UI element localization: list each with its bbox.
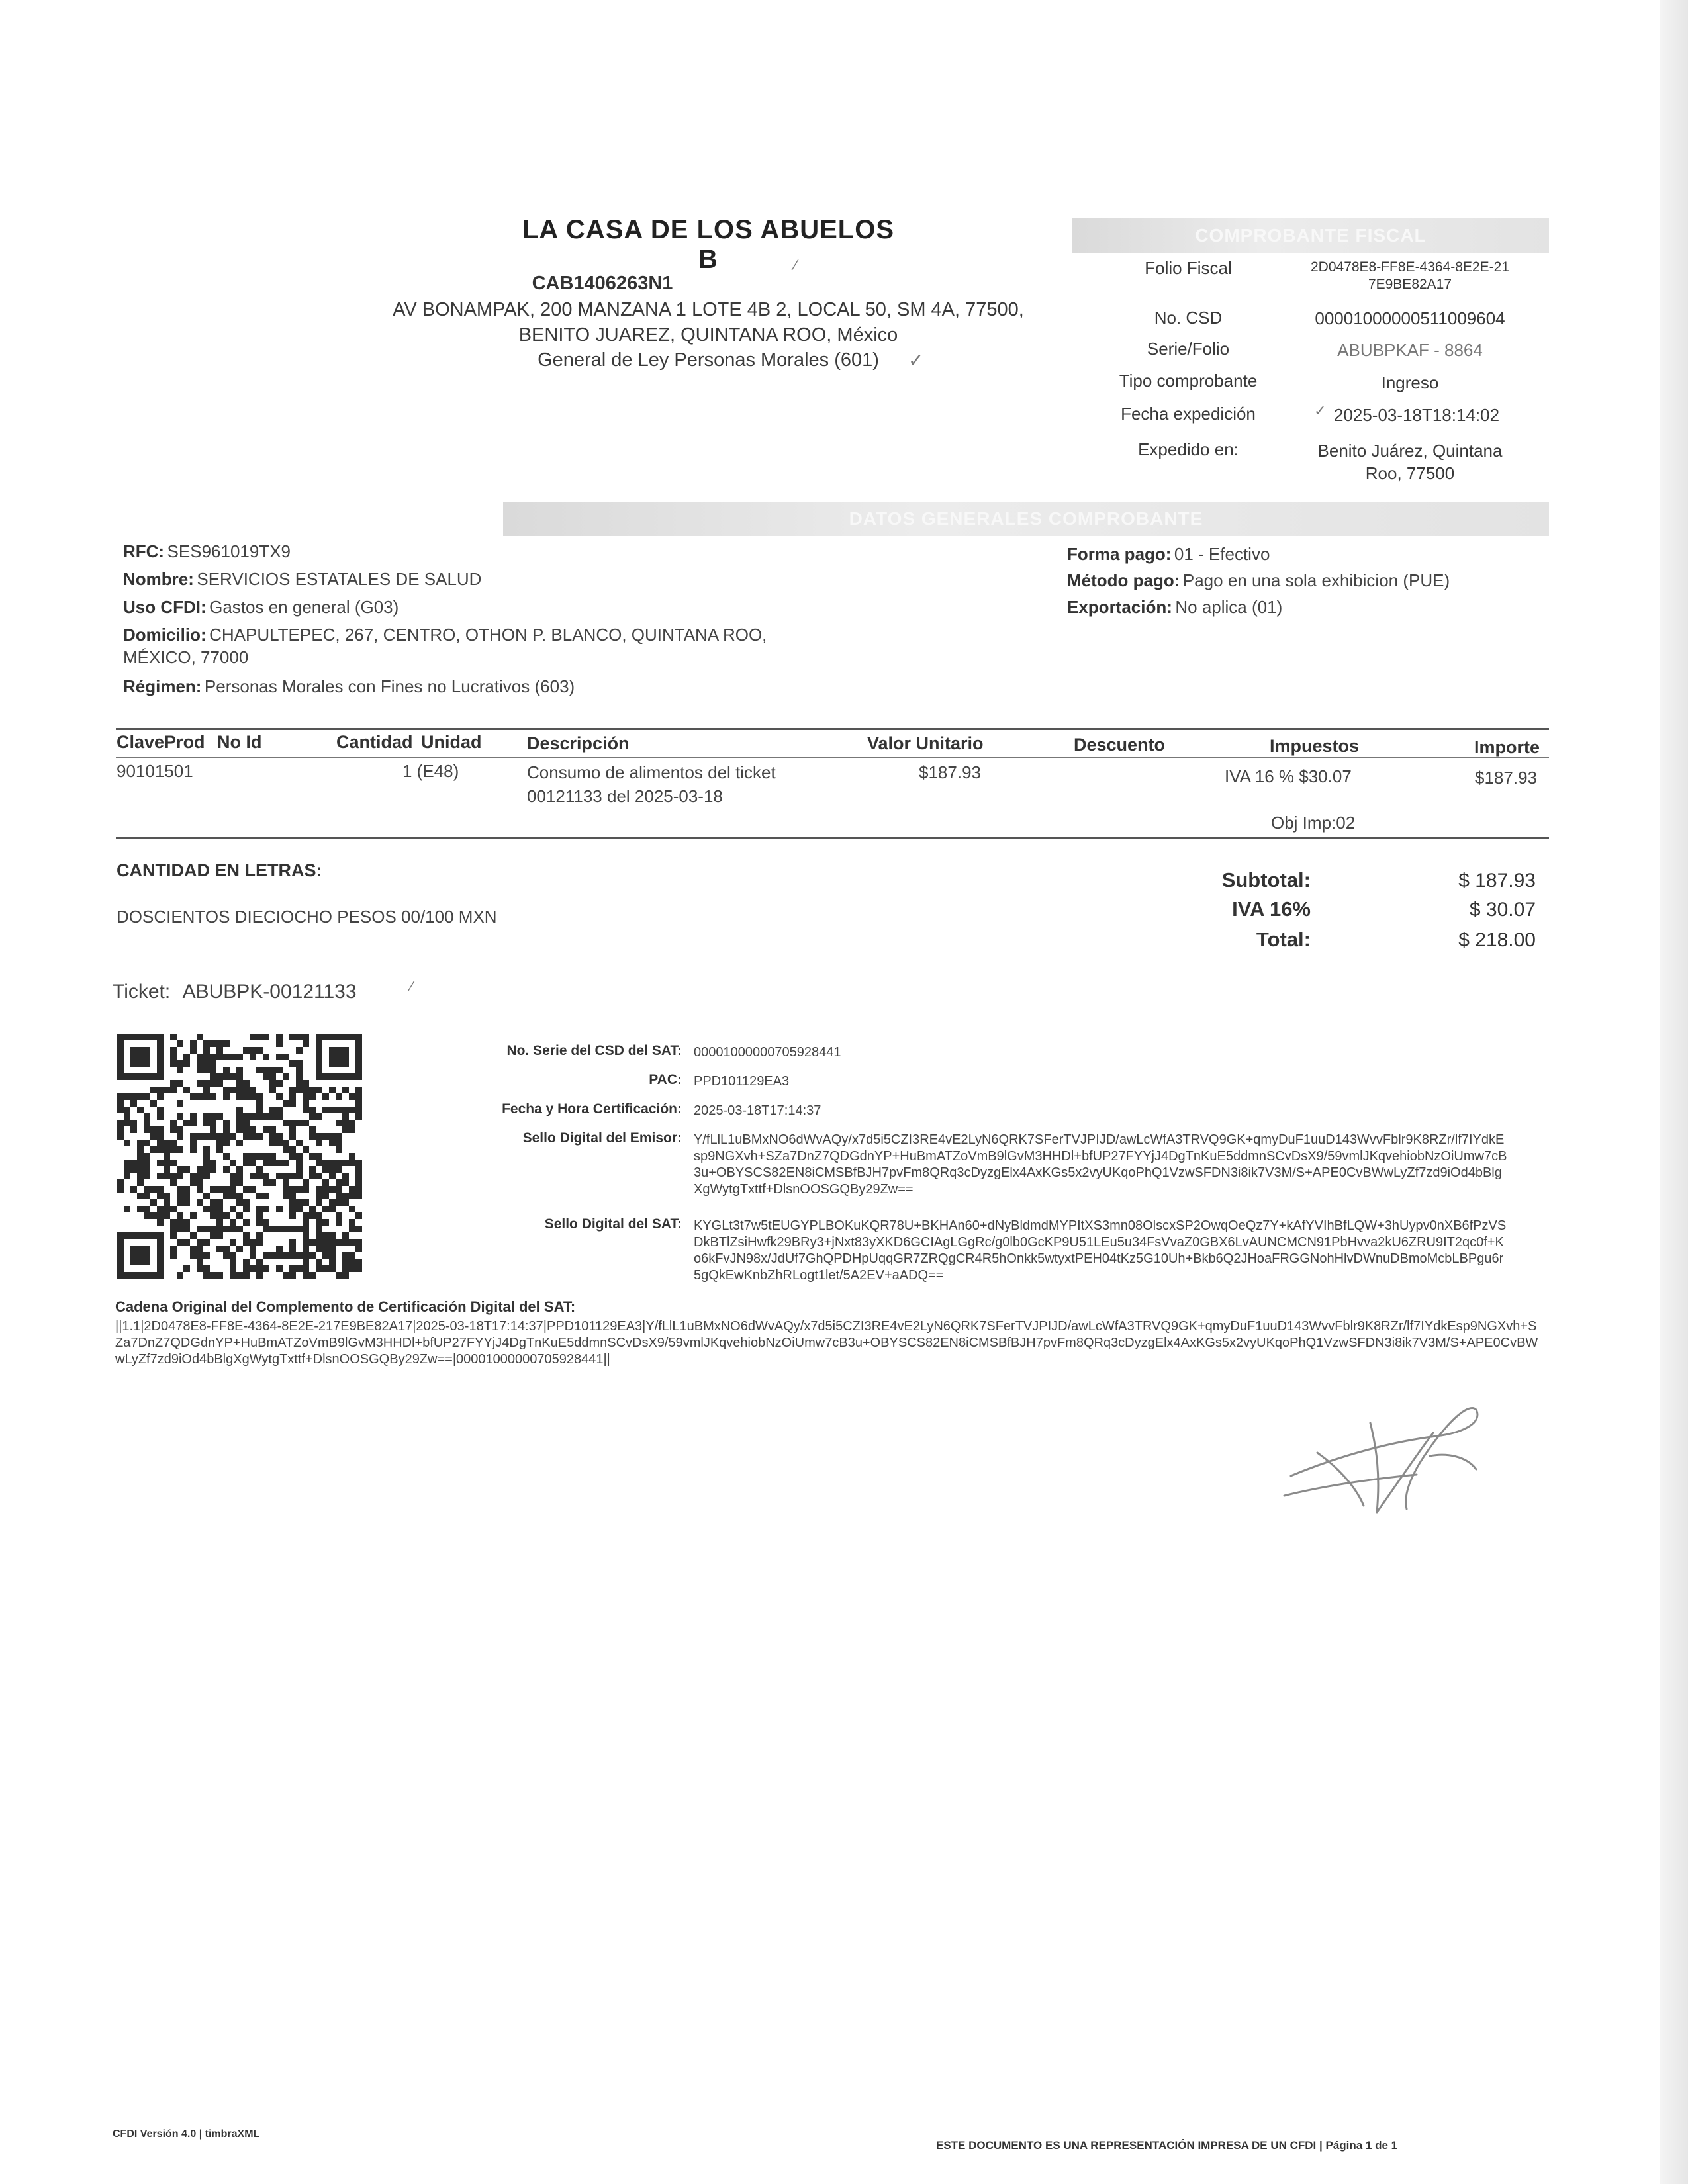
fecha-expedicion-label: Fecha expedición	[1121, 404, 1256, 424]
issuer-address-line2: BENITO JUAREZ, QUINTANA ROO, México	[518, 324, 898, 345]
csd-sat-value: 00001000000705928441	[694, 1045, 841, 1060]
letras-label: CANTIDAD EN LETRAS:	[117, 860, 322, 880]
sello-emisor-label: Sello Digital del Emisor:	[522, 1130, 682, 1146]
rfc-label: RFC:	[123, 541, 165, 561]
item-descripcion-2: 00121133 del 2025-03-18	[527, 786, 723, 806]
serie-folio-label: Serie/Folio	[1147, 339, 1230, 359]
sello-sat-value: KYGLt3t7w5tEUGYPLBOKuKQR78U+BKHAn60+dNyBldmdMYPItXS3mn08OlscxSP2OwqOeQz7Y+kAfYVIhBfLQW+3hUypv0nXB6fPzVSDkBTlZsiHwfk29BRy3+jNxt83yXKD6GCIAgLGgRc/g0lb0GcKP9U51LEu5u34FsVvaZ0GBX6LvAUNCMCN91PbHvva2kU6ZRU9IT2qc0f+Ko6kFvJN98x/JdUf7GhQPDHpUqqGR7ZRQgCR4R5hOnkk5wtyxtPEH04tKz5G10Uh+Bkb6Q2JHoaFRGGNohHlvDWnuDBmoMcbLBPgu6r5gQkEwKnbZhRLogt1let/5A2EV+aADQ==	[694, 1218, 1507, 1283]
issuer-regime: General de Ley Personas Morales (601)	[538, 349, 879, 371]
handwritten-signature	[1278, 1396, 1496, 1522]
nombre-value: SERVICIOS ESTATALES DE SALUD	[197, 569, 482, 589]
folio-fiscal-value-1: 2D0478E8-FF8E-4364-8E2E-21	[1310, 259, 1509, 275]
expedido-en-value-1: Benito Juárez, Quintana	[1317, 441, 1503, 461]
domicilio-label: Domicilio:	[123, 625, 207, 645]
sello-sat-label: Sello Digital del SAT:	[544, 1216, 682, 1232]
letras-value: DOSCIENTOS DIECIOCHO PESOS 00/100 MXN	[117, 907, 497, 927]
ticket-label: Ticket:	[113, 981, 171, 1003]
folio-fiscal-label: Folio Fiscal	[1145, 258, 1232, 278]
col-header-unidad: Unidad	[421, 732, 482, 752]
footer-right: ESTE DOCUMENTO ES UNA REPRESENTACIÓN IMPRESA DE UN CFDI | Página 1 de 1	[936, 2139, 1398, 2152]
iva-value: $ 30.07	[1469, 899, 1536, 921]
exportacion-value: No aplica (01)	[1175, 597, 1283, 617]
sat-qr-code	[114, 1034, 372, 1285]
check-mark-icon: ✓	[908, 350, 924, 371]
col-header-impuestos: Impuestos	[1270, 736, 1360, 756]
payment-block	[1067, 544, 1530, 617]
issuer-rfc: CAB1406263N1	[532, 273, 673, 294]
col-header-descripcion: Descripción	[527, 733, 630, 753]
col-header-valor-unitario: Valor Unitario	[867, 733, 984, 753]
table-top-rule	[116, 728, 1549, 730]
fiscal-header-label: COMPROBANTE FISCAL	[1195, 225, 1427, 246]
issuer-address-line1: AV BONAMPAK, 200 MANZANA 1 LOTE 4B 2, LOCAL 50, SM 4A, 77500,	[393, 299, 1024, 320]
ticket-line	[113, 981, 357, 1003]
cadena-value: ||1.1|2D0478E8-FF8E-4364-8E2E-217E9BE82A17|2025-03-18T17:14:37|PPD101129EA3|Y/fLlL1uBMxNO6dWvAQy/x7d5i5CZI3RE4vE2LyN6QRK7SFerTVJPIJD/awLcWfA3TRVQ9GK+qmyDuF1uuD143WvvFblr9K8RZr/lf7IYdkEsp9NGXvh+SZa7DnZ7QDGdnYP+HuBmATZoVmB9lGvM3HHDl+bfUP27FYYjJ4DgTnKuE5ddmnSCvDsX9/59vmlJKqvehiobNzOiUmw7cB3u+OBYSCS82EN8iCMSBfBJH7pvFm8QRq3cDyzgElx4AxKGs5x2vyUKqoPhQ1VzwSFDN3i8ik7V3M/S+APE0CvBWwLyZf7zd9iOd4bBlgXgWytgTxttf+DlsnOOSGQBy29Zw==|00001000000705928441||	[115, 1319, 1538, 1367]
item-importe: $187.93	[1475, 768, 1537, 788]
regimen-value: Personas Morales con Fines no Lucrativos (603)	[204, 676, 575, 696]
receptor-block	[123, 541, 878, 697]
fecha-cert-label: Fecha y Hora Certificación:	[502, 1101, 682, 1116]
serie-folio-value: ABUBPKAF - 8864	[1337, 340, 1483, 360]
csd-sat-label: No. Serie del CSD del SAT:	[506, 1043, 682, 1058]
item-cantidad-unidad: 1 (E48)	[402, 761, 459, 781]
item-impuestos: IVA 16 % $30.07	[1225, 766, 1352, 786]
pac-label: PAC:	[649, 1072, 682, 1087]
ticket-value: ABUBPK-00121133	[182, 981, 357, 1003]
pen-tick-mark: ⁄	[410, 978, 413, 995]
table-header-rule	[116, 757, 1549, 758]
subtotal-value: $ 187.93	[1458, 870, 1536, 891]
item-obj-imp: Obj Imp:02	[1271, 813, 1356, 833]
domicilio-value-1: CHAPULTEPEC, 267, CENTRO, OTHON P. BLANCO, QUINTANA ROO,	[209, 625, 767, 645]
regimen-label: Régimen:	[123, 676, 202, 696]
cadena-label: Cadena Original del Complemento de Certificación Digital del SAT:	[115, 1298, 576, 1315]
col-header-clave: ClaveProd	[117, 732, 205, 752]
forma-pago-value: 01 - Efectivo	[1174, 544, 1270, 564]
table-bottom-rule	[116, 837, 1549, 839]
nombre-label: Nombre:	[123, 569, 194, 589]
check-mark-icon: ✓	[1314, 402, 1327, 419]
pen-tick-mark: ⁄	[794, 257, 797, 273]
footer-left: CFDI Versión 4.0 | timbraXML	[113, 2128, 260, 2140]
general-header-label: DATOS GENERALES COMPROBANTE	[849, 508, 1203, 529]
col-header-descuento: Descuento	[1074, 735, 1166, 754]
total-label: Total:	[1256, 928, 1311, 951]
item-valor-unitario: $187.93	[919, 762, 981, 782]
tipo-comprobante-label: Tipo comprobante	[1119, 371, 1258, 390]
metodo-pago-label: Método pago:	[1067, 570, 1180, 590]
issuer-name: LA CASA DE LOS ABUELOS B	[522, 215, 895, 274]
general-header-bar	[503, 502, 1549, 536]
total-value: $ 218.00	[1458, 929, 1536, 951]
uso-cfdi-value: Gastos en general (G03)	[209, 597, 399, 617]
metodo-pago-value: Pago en una sola exhibicion (PUE)	[1182, 570, 1450, 590]
col-header-importe: Importe	[1474, 737, 1540, 757]
exportacion-label: Exportación:	[1067, 597, 1172, 617]
item-descripcion-1: Consumo de alimentos del ticket	[527, 762, 776, 782]
scan-edge-shadow	[1660, 0, 1688, 2184]
csd-value: 00001000000511009604	[1315, 308, 1505, 328]
sello-emisor-value: Y/fLlL1uBMxNO6dWvAQy/x7d5i5CZI3RE4vE2LyN6QRK7SFerTVJPIJD/awLcWfA3TRVQ9GK+qmyDuF1uuD143WvvFblr9K8RZr/lf7IYdkEsp9NGXvh+SZa7DnZ7QDGdnYP+HuBmATZoVmB9lGvM3HHDl+bfUP27FYYjJ4DgTnKuE5ddmnSCvDsX9/59vmlJKqvehiobNzOiUmw7cB3u+OBYSCS82EN8iCMSBfBJH7pvFm8QRq3cDyzgElx4AxKGs5x2vyUKqoPhQ1VzwSFDN3i8ik7V3M/S+APE0CvBWwLyZf7zd9iOd4bBlgXgWytgTxttf+DlsnOOSGQBy29Zw==	[694, 1132, 1507, 1197]
subtotal-label: Subtotal:	[1221, 868, 1311, 891]
folio-fiscal-value-2: 7E9BE82A17	[1368, 277, 1452, 292]
domicilio-value-2: MÉXICO, 77000	[123, 647, 249, 667]
rfc-value: SES961019TX9	[167, 541, 291, 561]
iva-label: IVA 16%	[1232, 897, 1311, 921]
csd-label: No. CSD	[1154, 308, 1223, 328]
expedido-en-label: Expedido en:	[1138, 439, 1239, 459]
col-header-cantidad: Cantidad	[336, 732, 413, 752]
fiscal-header-bar	[1072, 218, 1549, 253]
expedido-en-value-2: Roo, 77500	[1365, 463, 1455, 483]
item-clave: 90101501	[117, 761, 193, 781]
fecha-cert-value: 2025-03-18T17:14:37	[694, 1103, 821, 1118]
col-header-noid: No Id	[217, 732, 262, 752]
uso-cfdi-label: Uso CFDI:	[123, 597, 207, 617]
fecha-expedicion-value: 2025-03-18T18:14:02	[1333, 405, 1500, 425]
tipo-comprobante-value: Ingreso	[1381, 373, 1439, 392]
forma-pago-label: Forma pago:	[1067, 544, 1172, 564]
pac-value: PPD101129EA3	[694, 1074, 790, 1089]
